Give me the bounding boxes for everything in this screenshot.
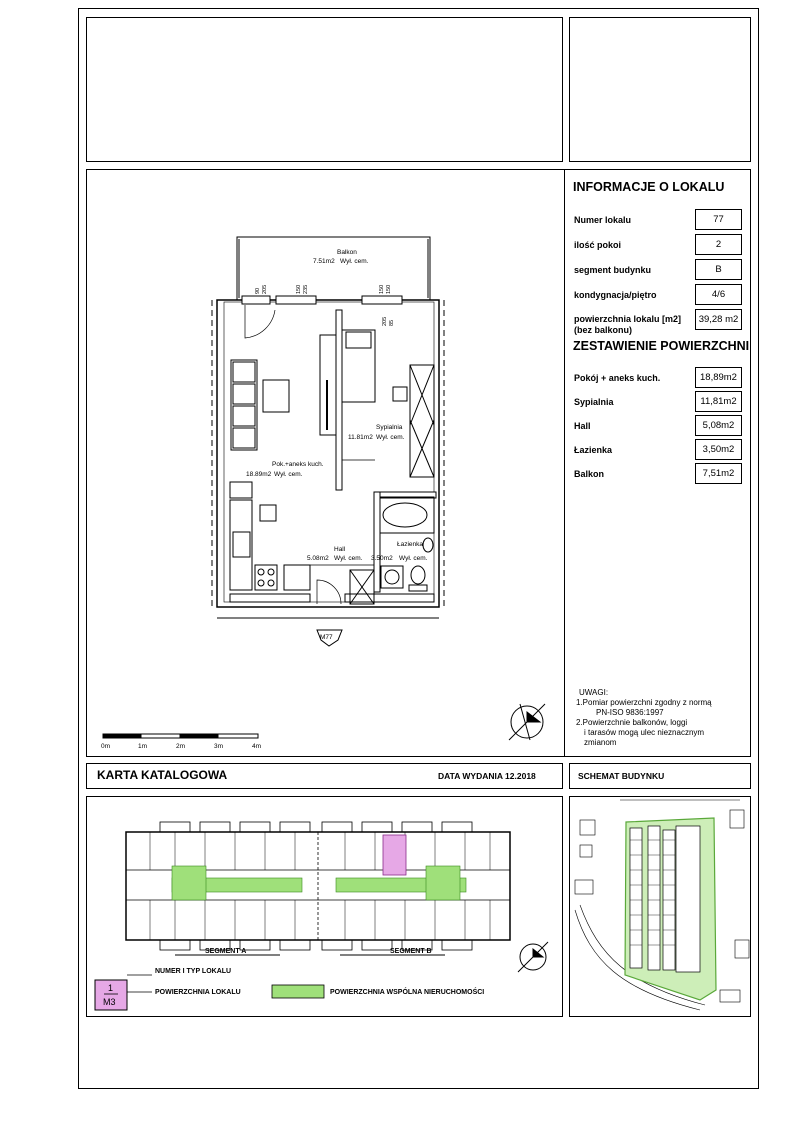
scale-tick-2: 2m [176, 743, 186, 750]
legend-numer-typ: NUMER I TYP LOKALU [155, 968, 232, 975]
scale-tick-3: 3m [214, 743, 224, 750]
info-value-numer: 77 [695, 209, 742, 230]
info-label-numer: Numer lokalu [574, 215, 632, 225]
info-title: INFORMACJE O LOKALU [573, 180, 725, 194]
legend-common-swatch [272, 985, 324, 998]
dim-7: 205 [382, 316, 388, 326]
unit-symbol-bottom: M3 [103, 997, 116, 1007]
info-value-kondygnacja: 4/6 [695, 284, 742, 305]
summary-label-lazienka: Łazienka [574, 445, 613, 455]
legend-powierzchnia-wspolna: POWIERZCHNIA WSPÓLNA NIERUCHOMOŚCI [330, 989, 485, 996]
segment-a-label: SEGMENT A [205, 948, 247, 955]
data-wydania: DATA WYDANIA 12.2018 [438, 771, 536, 781]
summary-label-hall: Hall [574, 421, 591, 431]
schemat-title: SCHEMAT BUDYNKU [578, 771, 665, 781]
notes-line-4: i tarasów mogą ulec nieznacznym [584, 728, 705, 737]
karta-title: KARTA KATALOGOWA [97, 768, 228, 782]
room-lazienka-finish: Wył. cem. [399, 555, 428, 562]
info-value-segment: B [695, 259, 742, 280]
room-lazienka-name: Łazienka [397, 541, 424, 548]
scale-tick-1: 1m [138, 743, 148, 750]
dim-2: 205 [262, 284, 268, 294]
legend-powierzchnia-lokalu: POWIERZCHNIA LOKALU [155, 989, 241, 996]
dim-1: 90 [255, 287, 261, 294]
info-label-segment: segment budynku [574, 265, 652, 275]
north-arrow-icon [509, 704, 545, 740]
selected-unit [383, 835, 406, 875]
room-balkon-name: Balkon [337, 249, 357, 256]
segment-b-label: SEGMENT B [390, 948, 432, 955]
info-label-bez-balkonu: (bez balkonu) [574, 325, 632, 335]
room-pokoj-name: Pok.+aneks kuch. [272, 461, 324, 468]
info-label-kondygnacja: kondygnacja/piętro [574, 290, 657, 300]
north-arrow-small-icon [518, 942, 548, 972]
site-plan [569, 796, 751, 1017]
info-label-powierzchnia: powierzchnia lokalu [m2] [574, 314, 682, 324]
dim-6: 150 [386, 284, 392, 294]
summary-value-pokoj: 18,89m2 [695, 367, 742, 388]
dim-5: 150 [379, 284, 385, 294]
info-value-pokoje: 2 [695, 234, 742, 255]
scale-tick-0: 0m [101, 743, 111, 750]
scale-tick-4: 4m [252, 743, 262, 750]
room-sypialnia-finish: Wył. cem. [376, 434, 405, 441]
room-lazienka-area: 3.50m2 [371, 555, 393, 562]
notes-line-1: 1.Pomiar powierzchni zgodny z normą [576, 698, 712, 707]
notes-line-5: zmianom [584, 738, 617, 747]
key-plan [86, 796, 563, 1017]
room-sypialnia-name: Sypialnia [376, 424, 403, 431]
notes-line-3: 2.Powierzchnie balkonów, loggi [576, 718, 688, 727]
scale-bar [103, 734, 258, 738]
site-building-1 [630, 828, 642, 968]
summary-title: ZESTAWIENIE POWIERZCHNI [573, 339, 750, 353]
room-balkon-area: 7.51m2 [313, 258, 335, 265]
footer-box [78, 1023, 759, 1089]
room-sypialnia-area: 11.81m2 [348, 434, 373, 441]
summary-label-sypialnia: Sypialnia [574, 397, 614, 407]
summary-label-balkon: Balkon [574, 469, 605, 479]
unit-tag-label: M77 [320, 634, 333, 641]
header-box-right [569, 17, 751, 162]
room-pokoj-area: 18.89m2 [246, 471, 272, 478]
info-value-powierzchnia: 39,28 m2 [695, 309, 742, 330]
summary-label-pokoj: Pokój + aneks kuch. [574, 373, 661, 383]
room-hall-finish: Wył. cem. [334, 555, 363, 562]
room-hall-area: 5.08m2 [307, 555, 329, 562]
room-pokoj-finish: Wył. cem. [274, 471, 303, 478]
dim-4: 235 [303, 284, 309, 294]
floor-plan [86, 169, 564, 757]
summary-value-balkon: 7,51m2 [695, 463, 742, 484]
header-box-left [86, 17, 563, 162]
summary-value-sypialnia: 11,81m2 [695, 391, 742, 412]
room-hall-name: Hall [334, 546, 346, 553]
summary-value-hall: 5,08m2 [695, 415, 742, 436]
info-label-pokoje: ilość pokoi [574, 240, 622, 250]
notes-line-2: PN-ISO 9836:1997 [596, 708, 664, 717]
unit-symbol-top: 1 [108, 983, 114, 993]
site-building-2 [676, 826, 700, 972]
dim-3: 150 [296, 284, 302, 294]
notes [576, 688, 748, 748]
dim-8: 85 [389, 319, 395, 326]
notes-title: UWAGI: [579, 688, 609, 697]
room-balkon-finish: Wył. cem. [340, 258, 369, 265]
summary-value-lazienka: 3,50m2 [695, 439, 742, 460]
